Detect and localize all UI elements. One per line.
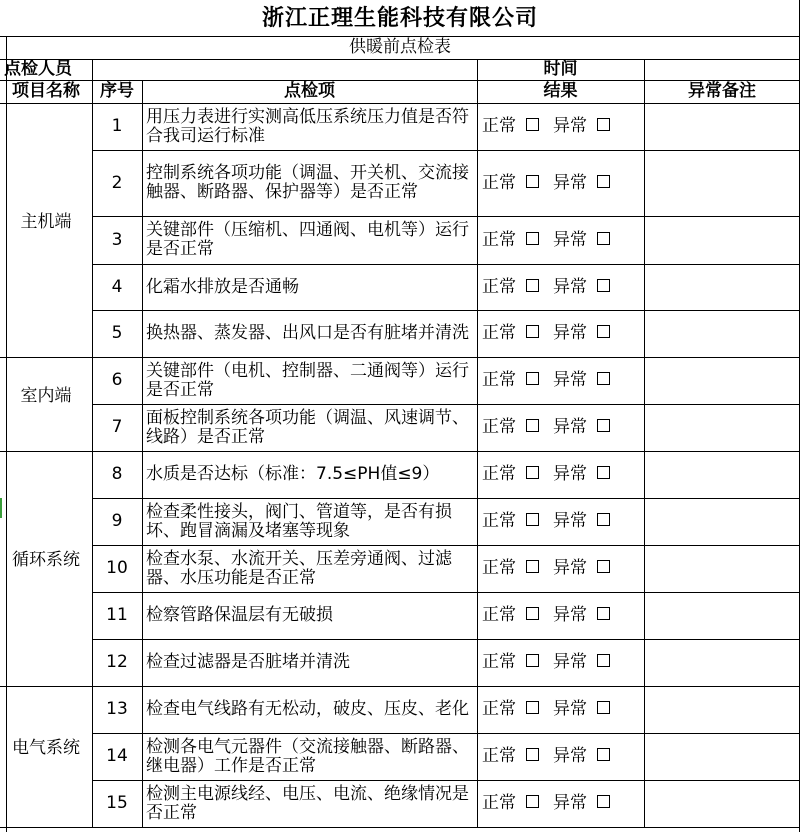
grid-hline — [0, 36, 800, 37]
result-cell — [477, 639, 644, 686]
row-number: 5 — [111, 323, 123, 343]
abnormal-checkbox[interactable] — [597, 372, 610, 385]
grid-vline — [644, 59, 645, 80]
normal-checkbox[interactable] — [526, 748, 539, 761]
abnormal-checkbox[interactable] — [597, 118, 610, 131]
selection-marker — [0, 498, 2, 518]
row-number: 10 — [106, 558, 128, 578]
grid-vline — [6, 36, 7, 832]
normal-label: 正常 — [482, 417, 516, 437]
result-cell — [477, 216, 644, 264]
row-item-cell — [142, 216, 477, 264]
remark-cell[interactable] — [644, 733, 800, 780]
remark-cell[interactable] — [644, 592, 800, 639]
normal-checkbox[interactable] — [526, 118, 539, 131]
grid-hline — [92, 780, 800, 781]
grid-vline — [142, 80, 143, 827]
normal-label: 正常 — [482, 172, 516, 193]
group-name: 主机端 — [20, 211, 72, 232]
row-number: 15 — [106, 793, 128, 813]
grid-hline — [0, 59, 800, 60]
result-cell — [477, 357, 644, 404]
normal-label: 正常 — [482, 605, 516, 625]
normal-label: 正常 — [482, 370, 516, 390]
abnormal-checkbox[interactable] — [597, 175, 610, 188]
abnormal-checkbox[interactable] — [597, 607, 610, 620]
row-number: 11 — [106, 605, 128, 625]
abnormal-label: 异常 — [553, 116, 587, 136]
abnormal-checkbox[interactable] — [597, 748, 610, 761]
row-item-cell — [142, 451, 477, 498]
grid-hline — [0, 80, 800, 81]
inspector-value[interactable] — [92, 59, 477, 80]
remark-cell[interactable] — [644, 103, 800, 150]
normal-label: 正常 — [482, 276, 516, 297]
result-cell — [477, 264, 644, 310]
normal-checkbox[interactable] — [526, 325, 539, 338]
normal-label: 正常 — [482, 323, 516, 343]
result-cell — [477, 150, 644, 216]
col-remark-header: 异常备注 — [688, 81, 756, 101]
row-item-text: 检查水泵、水流开关、压差旁通阀、过滤器、水压功能是否正常 — [146, 548, 452, 588]
row-item-text: 水质是否达标（标准：7.5≤PH值≤9） — [146, 464, 440, 484]
row-number: 7 — [111, 417, 123, 437]
row-item-cell — [142, 103, 477, 150]
grid-hline — [0, 357, 800, 358]
normal-label: 正常 — [482, 511, 516, 531]
row-number: 2 — [111, 172, 123, 193]
abnormal-checkbox[interactable] — [597, 279, 610, 292]
normal-label: 正常 — [482, 558, 516, 578]
abnormal-label: 异常 — [553, 370, 587, 390]
abnormal-label: 异常 — [553, 276, 587, 297]
normal-label: 正常 — [482, 699, 516, 719]
abnormal-label: 异常 — [553, 229, 587, 250]
row-item-text: 换热器、蒸发器、出风口是否有脏堵并清洗 — [146, 323, 469, 343]
grid-hline — [92, 216, 800, 217]
abnormal-label: 异常 — [553, 793, 587, 813]
col-result-header: 结果 — [543, 81, 578, 101]
normal-label: 正常 — [482, 746, 516, 766]
abnormal-label: 异常 — [553, 323, 587, 343]
row-number: 14 — [106, 746, 128, 766]
grid-hline — [92, 733, 800, 734]
remark-cell[interactable] — [644, 451, 800, 498]
result-cell — [477, 780, 644, 827]
grid-vline — [644, 80, 645, 827]
row-number: 6 — [111, 370, 123, 390]
row-number: 1 — [111, 116, 123, 136]
row-item-text: 检测主电源线经、电压、电流、绝缘情况是否正常 — [146, 783, 469, 823]
company-title: 浙江正理生能科技有限公司 — [261, 5, 538, 31]
normal-checkbox[interactable] — [526, 232, 539, 245]
group-name: 室内端 — [20, 385, 72, 406]
row-number: 12 — [106, 652, 128, 672]
grid-hline — [0, 686, 800, 687]
row-item-cell — [142, 780, 477, 827]
row-item-text: 用压力表进行实测高低压系统压力值是否符合我司运行标准 — [146, 106, 469, 146]
row-number: 3 — [111, 229, 123, 250]
abnormal-checkbox[interactable] — [597, 419, 610, 432]
normal-label: 正常 — [482, 116, 516, 136]
remark-cell[interactable] — [644, 780, 800, 827]
row-item-cell — [142, 592, 477, 639]
row-number: 8 — [111, 464, 123, 484]
row-item-text: 化霜水排放是否通畅 — [146, 276, 299, 297]
abnormal-label: 异常 — [553, 605, 587, 625]
grid-hline — [0, 451, 800, 452]
grid-vline — [477, 80, 478, 827]
normal-label: 正常 — [482, 793, 516, 813]
row-item-text: 检测各电气元器件（交流接触器、断路器、继电器）工作是否正常 — [146, 736, 469, 776]
grid-hline — [92, 498, 800, 499]
abnormal-checkbox[interactable] — [597, 232, 610, 245]
row-item-cell — [142, 639, 477, 686]
normal-checkbox[interactable] — [526, 419, 539, 432]
abnormal-checkbox[interactable] — [597, 513, 610, 526]
row-item-cell — [142, 498, 477, 545]
grid-hline — [92, 639, 800, 640]
abnormal-checkbox[interactable] — [597, 701, 610, 714]
grid-hline — [92, 545, 800, 546]
result-cell — [477, 592, 644, 639]
remark-cell[interactable] — [644, 498, 800, 545]
abnormal-label: 异常 — [553, 417, 587, 437]
grid-hline — [92, 404, 800, 405]
group-name: 循环系统 — [12, 550, 80, 570]
row-item-cell — [142, 264, 477, 310]
normal-checkbox[interactable] — [526, 795, 539, 808]
normal-checkbox[interactable] — [526, 279, 539, 292]
row-item-cell — [142, 150, 477, 216]
row-item-cell — [142, 686, 477, 733]
row-item-text: 面板控制系统各项功能（调温、风速调节、线路）是否正常 — [146, 407, 469, 447]
remark-cell[interactable] — [644, 264, 800, 310]
col-project-header: 项目名称 — [12, 81, 80, 101]
grid-vline — [92, 59, 93, 80]
inspector-label: 点检人员 — [4, 59, 72, 79]
result-cell — [477, 686, 644, 733]
result-cell — [477, 310, 644, 357]
abnormal-checkbox[interactable] — [597, 325, 610, 338]
result-cell — [477, 404, 644, 451]
remark-cell[interactable] — [644, 686, 800, 733]
row-item-text: 检查柔性接头，阀门、管道等，是否有损坏、跑冒滴漏及堵塞等现象 — [146, 501, 452, 541]
abnormal-checkbox[interactable] — [597, 654, 610, 667]
remark-cell[interactable] — [644, 404, 800, 451]
abnormal-checkbox[interactable] — [597, 466, 610, 479]
abnormal-label: 异常 — [553, 699, 587, 719]
abnormal-label: 异常 — [553, 652, 587, 672]
abnormal-checkbox[interactable] — [597, 795, 610, 808]
grid-vline — [92, 80, 93, 827]
normal-checkbox[interactable] — [526, 560, 539, 573]
result-cell — [477, 451, 644, 498]
row-item-text: 控制系统各项功能（调温、开关机、交流接触器、断路器、保护器等）是否正常 — [146, 163, 469, 202]
remark-cell[interactable] — [644, 545, 800, 592]
row-item-text: 检察管路保温层有无破损 — [146, 605, 333, 625]
normal-checkbox[interactable] — [526, 607, 539, 620]
grid-hline — [92, 264, 800, 265]
row-item-text: 检查电气线路有无松动，破皮、压皮、老化 — [146, 699, 469, 719]
normal-checkbox[interactable] — [526, 513, 539, 526]
grid-vline — [477, 59, 478, 80]
grid-hline — [0, 827, 800, 828]
group-name: 电气系统 — [12, 738, 80, 758]
time-value[interactable] — [644, 59, 800, 80]
normal-checkbox[interactable] — [526, 372, 539, 385]
form-title: 供暖前点检表 — [349, 37, 451, 57]
row-item-cell — [142, 404, 477, 451]
row-item-text: 关键部件（电机、控制器、二通阀等）运行是否正常 — [146, 360, 469, 400]
normal-checkbox[interactable] — [526, 654, 539, 667]
col-item-header: 点检项 — [284, 81, 335, 101]
row-number: 4 — [111, 276, 123, 297]
row-item-cell — [142, 357, 477, 404]
remark-cell[interactable] — [644, 639, 800, 686]
grid-hline — [92, 592, 800, 593]
time-label: 时间 — [543, 59, 578, 79]
row-item-cell — [142, 545, 477, 592]
result-cell — [477, 103, 644, 150]
abnormal-label: 异常 — [553, 464, 587, 484]
normal-label: 正常 — [482, 229, 516, 250]
abnormal-label: 异常 — [553, 511, 587, 531]
col-no-header: 序号 — [100, 81, 134, 101]
abnormal-label: 异常 — [553, 558, 587, 578]
grid-hline — [92, 150, 800, 151]
normal-label: 正常 — [482, 464, 516, 484]
result-cell — [477, 545, 644, 592]
remark-cell[interactable] — [644, 216, 800, 264]
abnormal-checkbox[interactable] — [597, 560, 610, 573]
row-number: 13 — [106, 699, 128, 719]
grid-hline — [0, 103, 800, 104]
remark-cell[interactable] — [644, 310, 800, 357]
normal-checkbox[interactable] — [526, 466, 539, 479]
result-cell — [477, 498, 644, 545]
normal-checkbox[interactable] — [526, 175, 539, 188]
row-item-text: 关键部件（压缩机、四通阀、电机等）运行是否正常 — [146, 220, 469, 259]
row-item-cell — [142, 733, 477, 780]
abnormal-label: 异常 — [553, 746, 587, 766]
normal-label: 正常 — [482, 652, 516, 672]
result-cell — [477, 733, 644, 780]
row-item-text: 检查过滤器是否脏堵并清洗 — [146, 652, 350, 672]
grid-hline — [92, 310, 800, 311]
row-item-cell — [142, 310, 477, 357]
row-number: 9 — [111, 511, 123, 531]
remark-cell[interactable] — [644, 357, 800, 404]
normal-checkbox[interactable] — [526, 701, 539, 714]
abnormal-label: 异常 — [553, 172, 587, 193]
remark-cell[interactable] — [644, 150, 800, 216]
